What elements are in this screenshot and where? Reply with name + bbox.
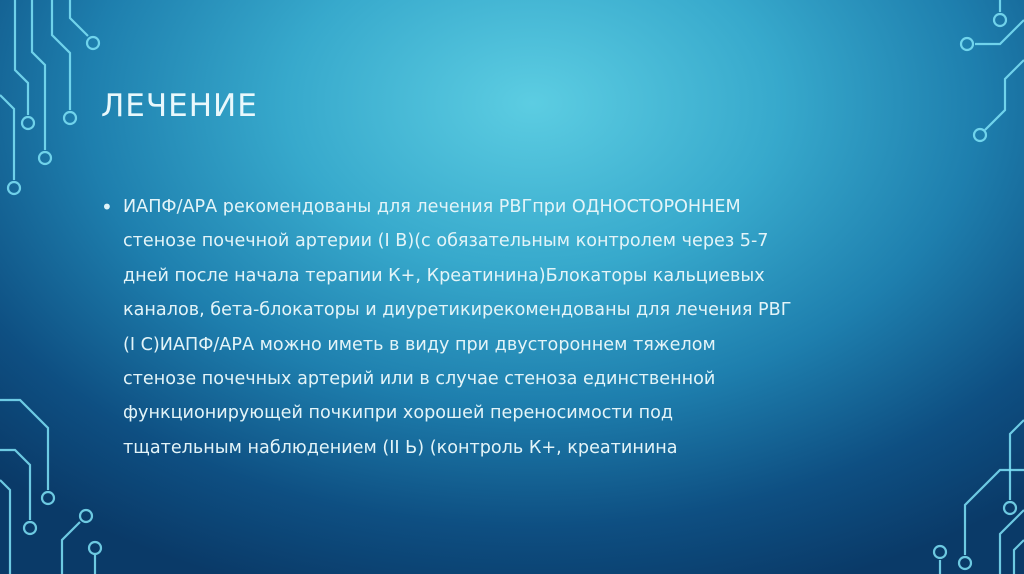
bullet-line: (I С)ИАПФ/АРА можно иметь в виду при двустороннем тяжелом [123, 334, 716, 355]
bullet-line: каналов, бета-блокаторы и диуретикирекомендованы для лечения РВГ [123, 300, 792, 321]
bullet-line: тщательным наблюдением (II Ь) (контроль К+, креатинина [123, 437, 678, 458]
bullet-dot-icon: • [101, 195, 113, 219]
bullet-line: дней после начала терапии К+, Креатинина)Блокаторы кальциевых [123, 265, 765, 286]
bullet-line: функционирующей почкипри хорошей переносимости под [123, 403, 674, 424]
bullet-line: стенозе почечной артерии (I В)(с обязательным контролем через 5-7 [123, 231, 769, 252]
slide-body [101, 190, 891, 465]
slide-title: ЛЕЧЕНИЕ [101, 88, 258, 124]
bullet-text [123, 190, 791, 465]
bullet-item [101, 190, 891, 465]
bullet-line: ИАПФ/АРА рекомендованы для лечения РВГпри ОДНОСТОРОННЕМ [123, 197, 741, 217]
bullet-line: стенозе почечных артерий или в случае стеноза единственной [123, 369, 716, 390]
